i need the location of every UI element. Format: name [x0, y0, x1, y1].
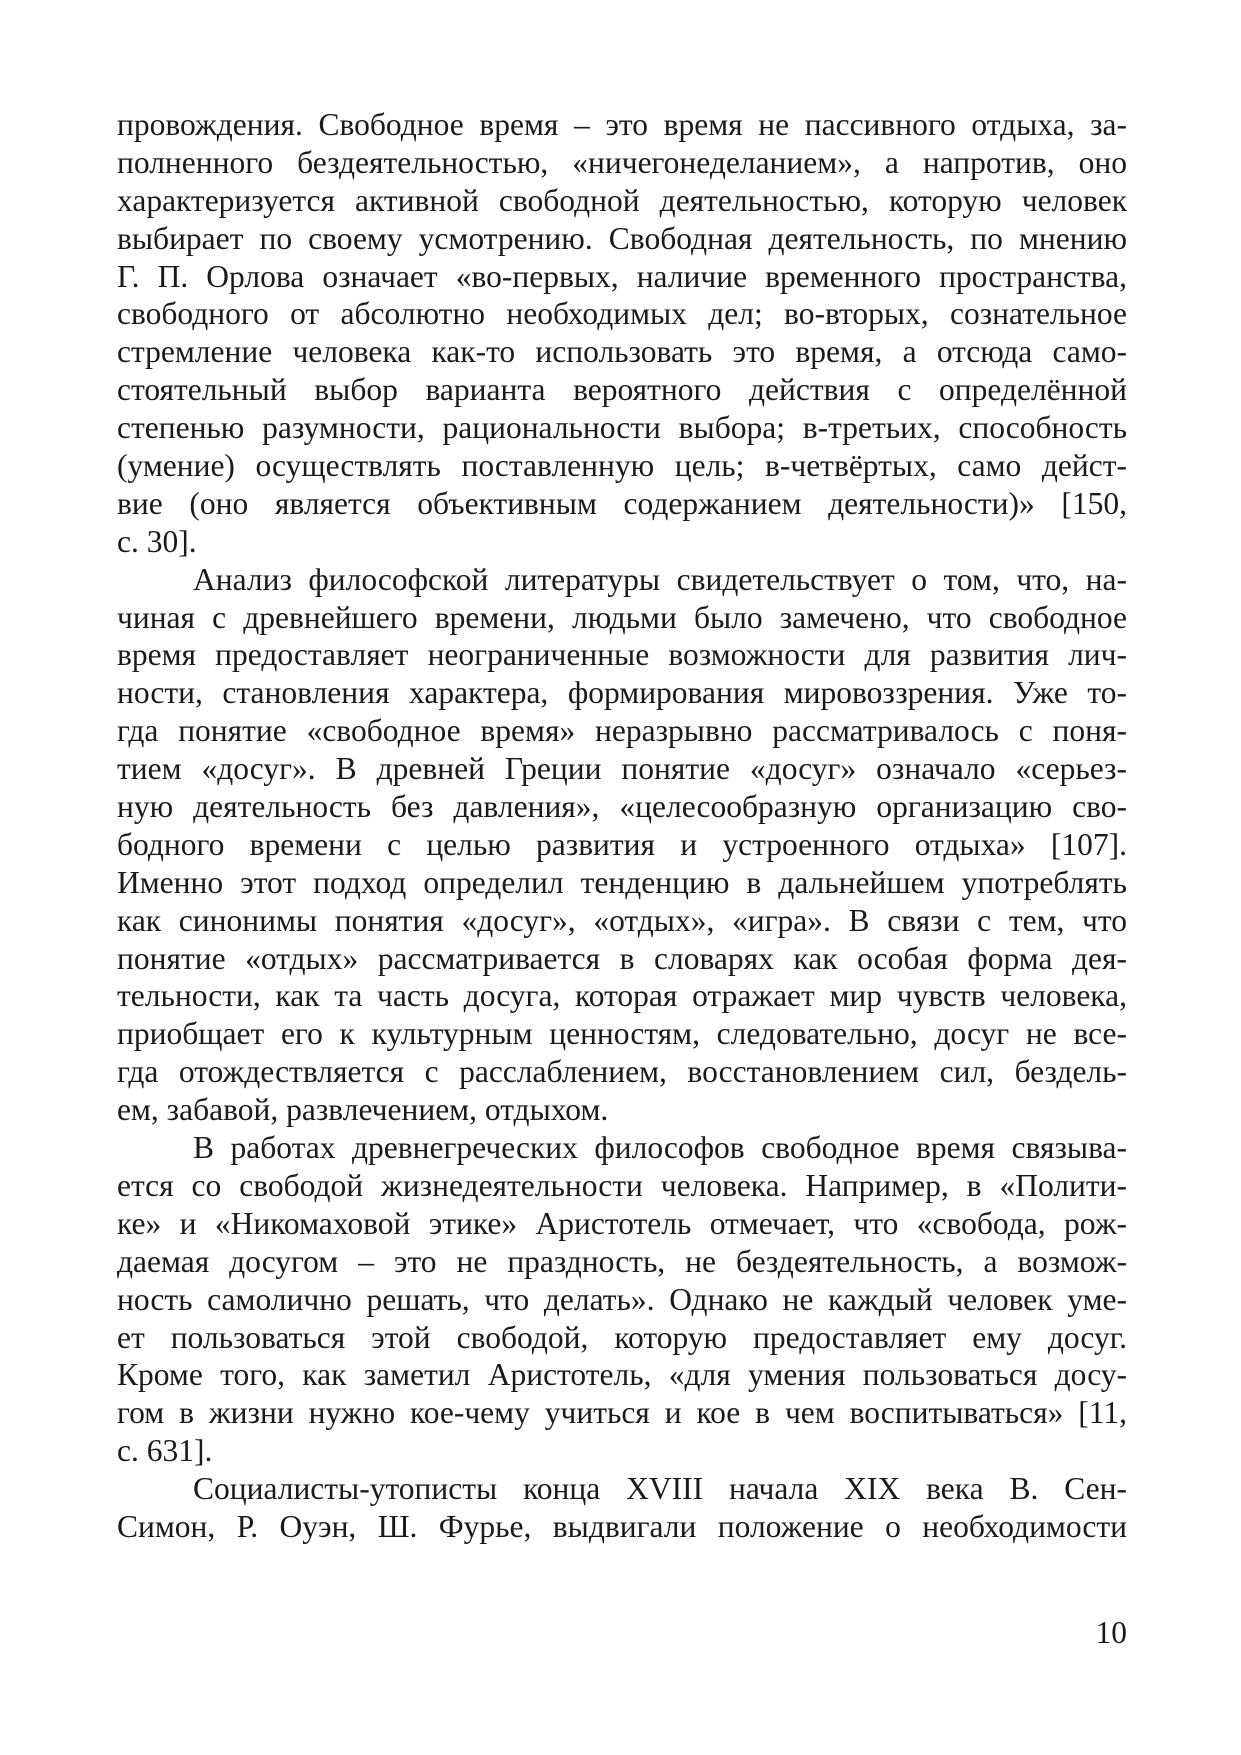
text-line: ность самолично решать, что делать». Однако не каждый человек уме-	[117, 1281, 1127, 1317]
text-line: степенью разумности, рациональности выбора; в-третьих, способность	[117, 410, 1127, 446]
paragraph	[117, 1470, 1127, 1546]
text-line: как синонимы понятия «досуг», «отдых», «игра». В связи с тем, что	[117, 902, 1127, 938]
text-line: время предоставляет неограниченные возможности для развития лич-	[117, 637, 1127, 673]
text-line: характеризуется активной свободной деятельностью, которую человек	[117, 182, 1127, 218]
text-line: стремление человека как-то использовать это время, а отсюда само-	[117, 334, 1127, 370]
text-line: (умение) осуществлять поставленную цель; в-четвёртых, само дейст-	[117, 448, 1127, 484]
text-line: ется со свободой жизнедеятельности человека. Например, в «Полити-	[117, 1167, 1127, 1203]
text-line: ную деятельность без давления», «целесообразную организацию сво-	[117, 789, 1127, 825]
text-line: Именно этот подход определил тенденцию в дальнейшем употреблять	[117, 864, 1127, 900]
text-line: тельности, как та часть досуга, которая отражает мир чувств человека,	[117, 978, 1127, 1014]
text-line: гда отождествляется с расслаблением, восстановлением сил, бездель-	[117, 1054, 1127, 1090]
text-line: гом в жизни нужно кое-чему учиться и кое в чем воспитываться» [11,	[117, 1395, 1127, 1431]
text-line: выбирает по своему усмотрению. Свободная деятельность, по мнению	[117, 220, 1127, 256]
body-text	[117, 106, 1127, 1546]
text-line: даемая досугом – это не праздность, не бездеятельность, а возмож-	[117, 1243, 1127, 1279]
paragraph	[117, 106, 1127, 561]
text-line: свободного от абсолютно необходимых дел; во-вторых, сознательное	[117, 296, 1127, 332]
text-line: понятие «отдых» рассматривается в словарях как особая форма дея-	[117, 940, 1127, 976]
text-line: с. 631].	[117, 1433, 213, 1469]
text-line: Кроме того, как заметил Аристотель, «для умения пользоваться досу-	[117, 1357, 1127, 1393]
text-line: гда понятие «свободное время» неразрывно рассматривалось с поня-	[117, 713, 1127, 749]
text-line: тием «досуг». В древней Греции понятие «досуг» означало «серьез-	[117, 751, 1127, 787]
text-line: ет пользоваться этой свободой, которую предоставляет ему досуг.	[117, 1319, 1127, 1355]
text-line: провождения. Свободное время – это время не пассивного отдыха, за-	[117, 107, 1127, 142]
paragraph	[117, 561, 1127, 1129]
text-line: В работах древнегреческих философов свободное время связыва-	[193, 1130, 1127, 1166]
text-line: ности, становления характера, формирования мировоззрения. Уже то-	[117, 675, 1127, 711]
text-line: чиная с древнейшего времени, людьми было замечено, что свободное	[117, 599, 1127, 635]
text-line: бодного времени с целью развития и устроенного отдыха» [107].	[117, 826, 1127, 862]
page-number: 10	[1095, 1615, 1127, 1650]
text-line: полненного бездеятельностью, «ничегонеделанием», а напротив, оно	[117, 144, 1127, 180]
text-line: Анализ философской литературы свидетельствует о том, что, на-	[193, 561, 1127, 597]
paragraph	[117, 1129, 1127, 1470]
text-line: Симон, Р. Оуэн, Ш. Фурье, выдвигали положение о необходимости	[117, 1508, 1127, 1544]
text-line: приобщает его к культурным ценностям, следовательно, досуг не все-	[117, 1016, 1127, 1052]
text-line: с. 30].	[117, 523, 197, 559]
text-line: стоятельный выбор варианта вероятного действия с определённой	[117, 372, 1127, 408]
text-line: ке» и «Никомаховой этике» Аристотель отмечает, что «свобода, рож-	[117, 1205, 1127, 1241]
text-line: Г. П. Орлова означает «во-первых, наличие временного пространства,	[117, 258, 1127, 294]
text-line: ем, забавой, развлечением, отдыхом.	[117, 1092, 609, 1128]
text-line: вие (оно является объективным содержанием деятельности)» [150,	[117, 485, 1127, 521]
text-line: Социалисты-утописты конца XVIII начала XIX века В. Сен-	[193, 1471, 1127, 1507]
